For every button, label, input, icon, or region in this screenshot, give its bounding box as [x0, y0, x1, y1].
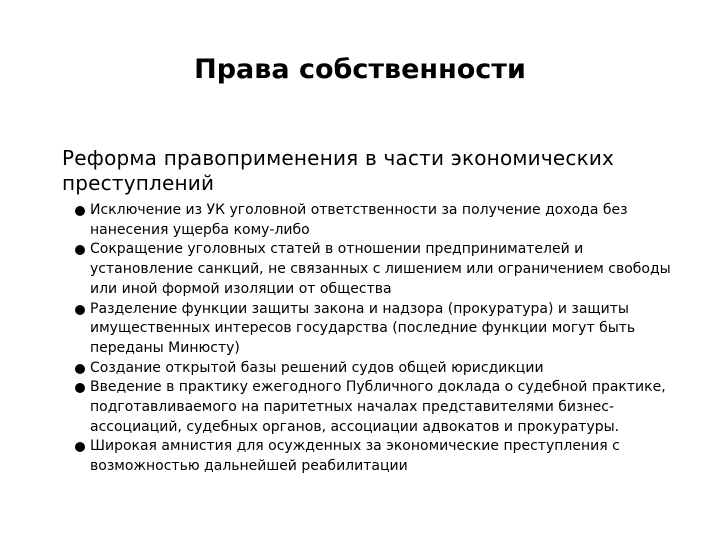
- bullet-text: Широкая амнистия для осужденных за экономические преступления с возможностью дальнейшей реабилитации: [90, 438, 620, 475]
- bullet-dot-icon: [75, 383, 85, 393]
- bullet-dot-icon: [75, 245, 85, 255]
- bullet-dot-icon: [75, 206, 85, 216]
- bullet-dot-icon: [75, 364, 85, 374]
- bullet-dot-icon: [75, 442, 85, 452]
- bullet-item: [74, 201, 686, 240]
- bullet-item: [74, 378, 686, 437]
- bullet-dot-icon: [75, 305, 85, 315]
- bullet-item: [74, 359, 686, 379]
- bullet-text: Исключение из УК уголовной ответственности за получение дохода без нанесения ущерба кому-либо: [90, 202, 628, 238]
- bullet-item: [74, 300, 686, 359]
- bullet-text: Сокращение уголовных статей в отношении предпринимателей и установление санкций, не связанных с лишением или ограничением свободы или иной формой изоляции от общества: [90, 241, 671, 297]
- slide-subtitle: Реформа правоприменения в части экономических преступлений: [62, 146, 615, 195]
- bullet-item: [74, 437, 686, 476]
- slide-title: Права собственности: [194, 54, 526, 85]
- bullet-item: [74, 240, 686, 299]
- bullet-text: Разделение функции защиты закона и надзора (прокуратура) и защиты имущественных интересов государства (последние функции могут быть переданы Минюсту): [90, 300, 636, 356]
- bullet-text: Введение в практику ежегодного Публичного доклада о судебной практике, подготавливаемого на паритетных началах представителями бизнес-ассоциаций, судебных органов, ассоциации адвокатов и прокуратуры.: [90, 379, 666, 435]
- bullet-text: Создание открытой базы решений судов общей юрисдикции: [90, 359, 544, 376]
- bullet-list: [74, 201, 686, 477]
